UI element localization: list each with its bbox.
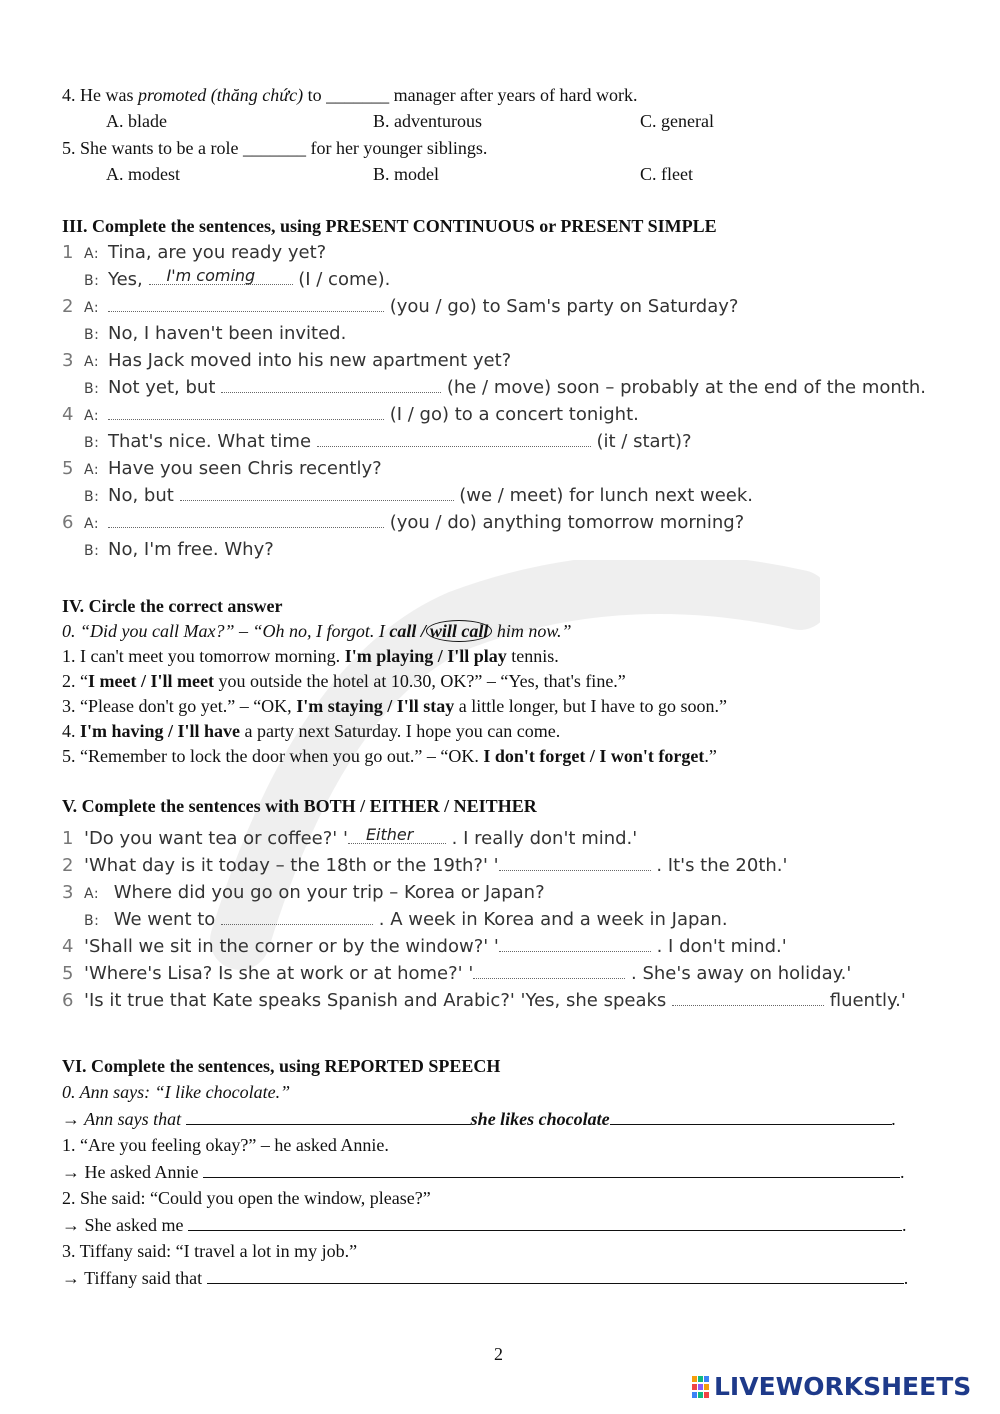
q4-option-c[interactable]: C. general	[640, 111, 714, 131]
example-pre: 0. “Did you call Max?” – “Oh no, I forgot. I	[62, 621, 390, 641]
speaker-b: B:	[84, 543, 100, 559]
s6-q3: 3. Tiffany said: “I travel a lot in my job.”	[62, 1241, 358, 1261]
q-post: a little longer, but I have to go soon.”	[454, 696, 727, 716]
s4-q4	[62, 719, 560, 744]
s6-a2	[62, 1212, 906, 1238]
answer-blank[interactable]	[221, 378, 441, 393]
speaker-b: B:	[84, 381, 100, 397]
s6-example-answer	[62, 1106, 896, 1132]
q-pre: 1. I can't meet you tomorrow morning.	[62, 646, 345, 666]
item-number: 4	[62, 404, 74, 425]
section-4-title: IV. Circle the correct answer	[62, 596, 283, 616]
q5-option-b[interactable]: B. model	[373, 164, 439, 184]
example-option-1[interactable]: call /	[389, 621, 426, 641]
speaker-b: B:	[84, 913, 100, 929]
answer-pre: → Tiffany said that	[62, 1268, 207, 1288]
q4-option-b[interactable]: B. adventurous	[373, 111, 482, 131]
item-number: 5	[62, 963, 74, 984]
s6-a1	[62, 1159, 904, 1185]
line-post: . A week in Korea and a week in Japan.	[373, 909, 728, 930]
example-answer: she likes chocolate	[470, 1109, 610, 1129]
handwritten-answer: I'm coming	[166, 266, 256, 285]
line-pre: 'What day is it today – the 18th or the 19th?' '	[84, 855, 499, 876]
section-6-title: VI. Complete the sentences, using REPORTED SPEECH	[62, 1056, 501, 1076]
q-post: .”	[704, 746, 717, 766]
item-number: 4	[62, 936, 74, 957]
q4-post: to _______ manager after years of hard work.	[303, 85, 638, 105]
answer-blank[interactable]	[108, 405, 384, 420]
answer-blank[interactable]	[499, 937, 651, 952]
item-number: 2	[62, 855, 74, 876]
s3-item1-b	[84, 266, 391, 290]
item-number: 6	[62, 512, 74, 533]
answer-blank[interactable]	[180, 486, 454, 501]
line-post: (you / go) to Sam's party on Saturday?	[384, 296, 739, 317]
s6-a3	[62, 1265, 908, 1291]
line-text: No, I haven't been invited.	[108, 323, 347, 344]
line-post: (it / start)?	[590, 431, 692, 452]
answer-blank[interactable]	[499, 856, 651, 871]
line-pre: 'Do you want tea or coffee?' '	[84, 828, 348, 849]
period: .	[891, 1109, 897, 1129]
s3-item3-a	[62, 350, 511, 371]
line-text: No, I'm free. Why?	[108, 539, 274, 560]
speaker-a: A:	[84, 246, 100, 262]
speaker-b: B:	[84, 273, 100, 289]
s3-item4-b	[84, 431, 692, 452]
speaker-a: A:	[84, 300, 100, 316]
s3-item1-a	[62, 242, 326, 263]
s3-item3-b	[84, 377, 926, 398]
item-number: 6	[62, 990, 74, 1011]
line-text: Have you seen Chris recently?	[108, 458, 382, 479]
line-post: . I don't mind.'	[650, 936, 787, 957]
period: .	[899, 1162, 905, 1182]
s4-q2	[62, 669, 626, 694]
q-options[interactable]: I'm playing / I'll play	[344, 646, 507, 666]
item-number: 5	[62, 458, 74, 479]
speaker-b: B:	[84, 327, 100, 343]
s4-example	[62, 619, 572, 644]
liveworksheets-logo-icon	[692, 1376, 710, 1398]
s3-item5-a	[62, 458, 382, 479]
answer-blank[interactable]	[221, 910, 373, 925]
line-pre: 'Shall we sit in the corner or by the window?' '	[84, 936, 499, 957]
line-text: Where did you go on your trip – Korea or Japan?	[108, 882, 545, 903]
line-text: Tina, are you ready yet?	[108, 242, 327, 263]
speaker-a: A:	[84, 408, 100, 424]
line-pre: No, but	[108, 485, 180, 506]
example-option-2-circled[interactable]: will call	[426, 620, 493, 642]
q-options[interactable]: I meet / I'll meet	[88, 671, 214, 691]
s3-item6-b	[84, 539, 274, 560]
answer-line[interactable]	[207, 1265, 904, 1284]
q-pre: 2. “	[62, 671, 88, 691]
answer-blank[interactable]	[348, 825, 446, 844]
line-pre: That's nice. What time	[108, 431, 317, 452]
s5-item4	[62, 936, 787, 957]
item-number: 3	[62, 350, 74, 371]
s3-item2-a	[62, 296, 738, 317]
line-post: (we / meet) for lunch next week.	[453, 485, 754, 506]
s3-item5-b	[84, 485, 753, 506]
s5-item6	[62, 990, 906, 1011]
period: .	[903, 1268, 909, 1288]
q4-italic: promoted (thăng chức)	[137, 85, 304, 105]
s5-item3-a	[62, 882, 545, 903]
q-pre: 4.	[62, 721, 80, 741]
q-options[interactable]: I'm staying / I'll stay	[296, 696, 455, 716]
line-post: (he / move) soon – probably at the end of the month.	[441, 377, 926, 398]
speaker-a: A:	[84, 516, 100, 532]
q5-option-c[interactable]: C. fleet	[640, 164, 693, 184]
answer-pre: → Ann says that	[62, 1109, 186, 1129]
q-options[interactable]: I don't forget / I won't forget	[483, 746, 705, 766]
q-post: you outside the hotel at 10.30, OK?” – “Yes, that's fine.”	[213, 671, 626, 691]
line-pre: We went to	[108, 909, 222, 930]
answer-line-left	[186, 1106, 471, 1125]
answer-blank[interactable]	[108, 297, 384, 312]
line-post: . She's away on holiday.'	[625, 963, 852, 984]
s4-q1	[62, 644, 559, 669]
s5-item5	[62, 963, 851, 984]
vocab-question-4	[62, 83, 638, 108]
s6-q2: 2. She said: “Could you open the window, please?”	[62, 1188, 431, 1208]
s5-item1	[62, 825, 638, 849]
answer-pre: → She asked me	[62, 1215, 188, 1235]
line-post: (I / go) to a concert tonight.	[384, 404, 639, 425]
s3-item6-a	[62, 512, 744, 533]
s4-q3	[62, 694, 727, 719]
speaker-b: B:	[84, 489, 100, 505]
page-number: 2	[494, 1344, 503, 1364]
line-post: . I really don't mind.'	[445, 828, 638, 849]
q4-pre: 4. He was	[62, 85, 138, 105]
s3-item4-a	[62, 404, 639, 425]
answer-line-right	[610, 1106, 892, 1125]
speaker-a: A:	[84, 354, 100, 370]
line-post: (you / do) anything tomorrow morning?	[384, 512, 745, 533]
speaker-b: B:	[84, 435, 100, 451]
answer-line[interactable]	[203, 1159, 900, 1178]
answer-blank[interactable]	[149, 266, 293, 285]
section-5-title: V. Complete the sentences with BOTH / EITHER / NEITHER	[62, 796, 537, 816]
s4-q5	[62, 744, 717, 769]
answer-blank[interactable]	[108, 513, 384, 528]
item-number: 3	[62, 882, 74, 903]
line-pre: 'Where's Lisa? Is she at work or at home?' '	[84, 963, 474, 984]
s6-example-question: 0. Ann says: “I like chocolate.”	[62, 1082, 291, 1102]
item-number: 1	[62, 828, 74, 849]
q-pre: 3. “Please don't go yet.” – “OK,	[62, 696, 297, 716]
answer-pre: → He asked Annie	[62, 1162, 203, 1182]
speaker-a: A:	[84, 886, 100, 902]
item-number: 1	[62, 242, 74, 263]
speaker-a: A:	[84, 462, 100, 478]
q4-option-a[interactable]: A. blade	[106, 111, 167, 131]
q-post: tennis.	[506, 646, 559, 666]
q-post: a party next Saturday. I hope you can come.	[240, 721, 561, 741]
item-number: 2	[62, 296, 74, 317]
answer-blank[interactable]	[317, 432, 591, 447]
s5-item3-b	[84, 909, 728, 930]
handwritten-answer: Either	[365, 825, 414, 844]
line-pre: Not yet, but	[108, 377, 222, 398]
q-options[interactable]: I'm having / I'll have	[80, 721, 241, 741]
answer-line[interactable]	[188, 1212, 902, 1231]
line-post: fluently.'	[824, 990, 906, 1011]
s3-item2-b	[84, 323, 346, 344]
s5-item2	[62, 855, 787, 876]
line-post: . It's the 20th.'	[650, 855, 788, 876]
line-post: (I / come).	[292, 269, 391, 290]
liveworksheets-logo[interactable]	[692, 1372, 971, 1401]
s6-q1: 1. “Are you feeling okay?” – he asked Annie.	[62, 1135, 389, 1155]
line-text: Has Jack moved into his new apartment yet?	[108, 350, 512, 371]
vocab-question-5: 5. She wants to be a role _______ for her younger siblings.	[62, 138, 488, 158]
period: .	[901, 1215, 907, 1235]
q-pre: 5. “Remember to lock the door when you go out.” – “OK.	[62, 746, 484, 766]
liveworksheets-logo-text: LIVEWORKSHEETS	[714, 1372, 972, 1401]
answer-blank[interactable]	[672, 991, 824, 1006]
q5-option-a[interactable]: A. modest	[106, 164, 180, 184]
example-post: him now.”	[492, 621, 572, 641]
section-3-title: III. Complete the sentences, using PRESENT CONTINUOUS or PRESENT SIMPLE	[62, 216, 717, 236]
answer-blank[interactable]	[473, 964, 625, 979]
line-pre: 'Is it true that Kate speaks Spanish and Arabic?' 'Yes, she speaks	[84, 990, 673, 1011]
line-pre: Yes,	[108, 269, 149, 290]
